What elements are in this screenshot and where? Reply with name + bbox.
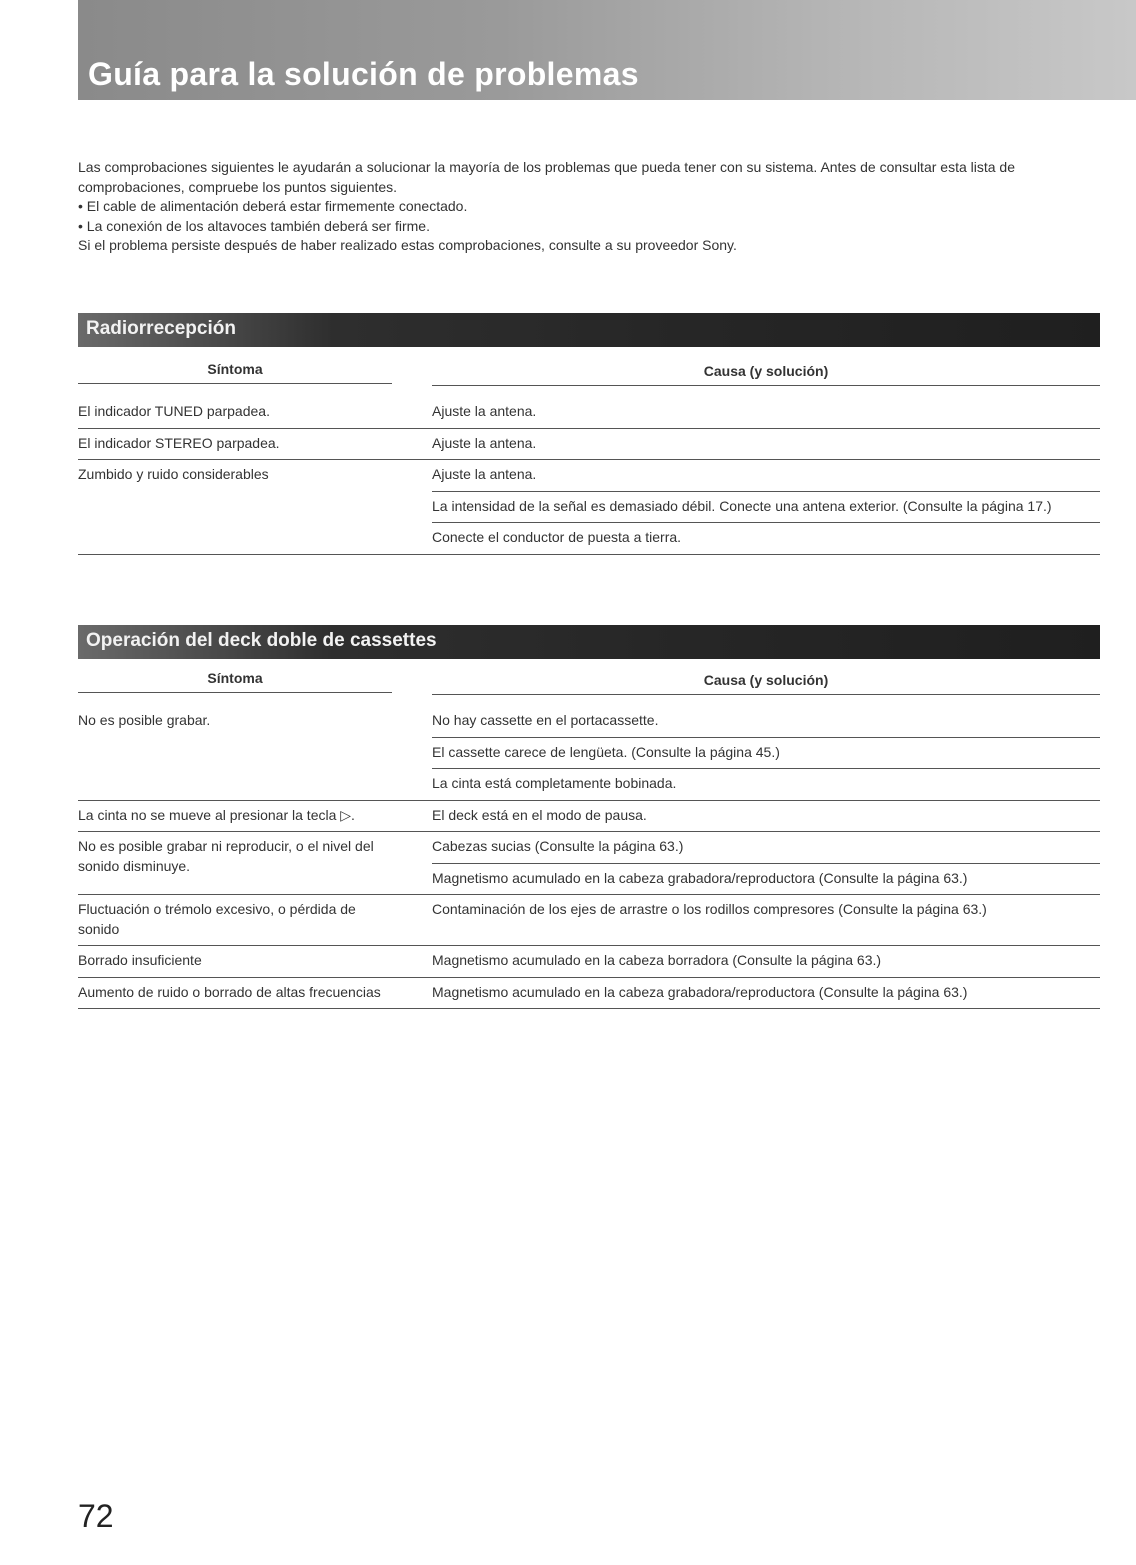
cause-list <box>432 397 1100 428</box>
symptom-cell: La cinta no se mueve al presionar la tecla ▷. <box>78 806 355 823</box>
table-row <box>78 801 1100 833</box>
cause-cell: El cassette carece de lengüeta. (Consulte la página 45.) <box>432 738 1100 770</box>
section-title: Operación del deck doble de cassettes <box>86 630 437 651</box>
cause-cell: Ajuste la antena. <box>432 460 1100 492</box>
section-title: Radiorrecepción <box>86 318 236 339</box>
column-header-symptom: Síntoma <box>78 361 392 384</box>
column-header-cause: Causa (y solución) <box>432 672 1100 695</box>
section-header-cassette <box>78 625 1100 659</box>
intro-text <box>78 158 1078 256</box>
cause-cell: No hay cassette en el portacassette. <box>432 706 1100 738</box>
cause-list <box>432 801 1100 832</box>
column-header-cause: Causa (y solución) <box>432 363 1100 386</box>
intro-bullet: • La conexión de los altavoces también deberá ser firme. <box>78 217 430 234</box>
cause-list <box>432 895 1100 945</box>
symptom-cell: Borrado insuficiente <box>78 952 202 968</box>
cause-cell: La cinta está completamente bobinada. <box>432 775 677 791</box>
title-banner <box>78 0 1136 100</box>
cause-cell: Ajuste la antena. <box>432 434 537 451</box>
intro-paragraph: Las comprobaciones siguientes le ayudarán a solucionar la mayoría de los problemas que pueda tener con su sistema. Antes de consultar esta lista de comprobaciones, compruebe los puntos siguientes. <box>78 159 1015 195</box>
cause-cell: La intensidad de la señal es demasiado débil. Conecte una antena exterior. (Consulte la página 17.) <box>432 492 1100 524</box>
cause-cell: Cabezas sucias (Consulte la página 63.) <box>432 832 1100 864</box>
cause-list <box>432 946 1100 977</box>
table-row <box>78 946 1100 978</box>
cassette-table <box>78 662 1100 1009</box>
intro-bullet: • El cable de alimentación deberá estar firmemente conectado. <box>78 198 468 214</box>
table-row <box>78 832 1100 895</box>
table-header <box>78 353 1100 397</box>
symptom-cell: Aumento de ruido o borrado de altas frecuencias <box>78 983 381 1000</box>
section-header-radio <box>78 313 1100 347</box>
cause-cell: Ajuste la antena. <box>432 403 537 419</box>
symptom-cell: No es posible grabar ni reproducir, o el nivel del sonido disminuye. <box>78 838 374 874</box>
cause-list <box>432 706 1100 800</box>
table-row <box>78 397 1100 429</box>
cause-list <box>432 832 1100 894</box>
cause-cell: Conecte el conductor de puesta a tierra. <box>432 529 682 545</box>
table-row <box>78 429 1100 461</box>
table-row <box>78 895 1100 946</box>
table-row <box>78 978 1100 1010</box>
intro-paragraph: Si el problema persiste después de haber realizado estas comprobaciones, consulte a su proveedor Sony. <box>78 237 737 253</box>
cause-cell: El deck está en el modo de pausa. <box>432 806 647 823</box>
page-title: Guía para la solución de problemas <box>88 56 639 92</box>
symptom-cell: No es posible grabar. <box>78 712 211 728</box>
cause-cell: Magnetismo acumulado en la cabeza grabadora/reproductora (Consulte la página 63.) <box>432 983 968 1000</box>
cause-list <box>432 978 1100 1009</box>
symptom-cell: Fluctuación o trémolo excesivo, o pérdida de sonido <box>78 901 356 937</box>
cause-cell: Magnetismo acumulado en la cabeza grabadora/reproductora (Consulte la página 63.) <box>432 869 968 886</box>
cause-cell: Contaminación de los ejes de arrastre o los rodillos compresores (Consulte la página 63.) <box>432 901 987 917</box>
cause-list <box>432 429 1100 460</box>
table-row <box>78 460 1100 555</box>
cause-list <box>432 460 1100 554</box>
cause-cell: Magnetismo acumulado en la cabeza borradora (Consulte la página 63.) <box>432 952 882 968</box>
symptom-cell: Zumbido y ruido considerables <box>78 466 269 482</box>
table-header <box>78 662 1100 706</box>
column-header-symptom: Síntoma <box>78 670 392 693</box>
page-number: 72 <box>78 1498 114 1534</box>
radio-table <box>78 353 1100 555</box>
table-row <box>78 706 1100 801</box>
symptom-cell: El indicador TUNED parpadea. <box>78 403 270 419</box>
symptom-cell: El indicador STEREO parpadea. <box>78 434 280 451</box>
